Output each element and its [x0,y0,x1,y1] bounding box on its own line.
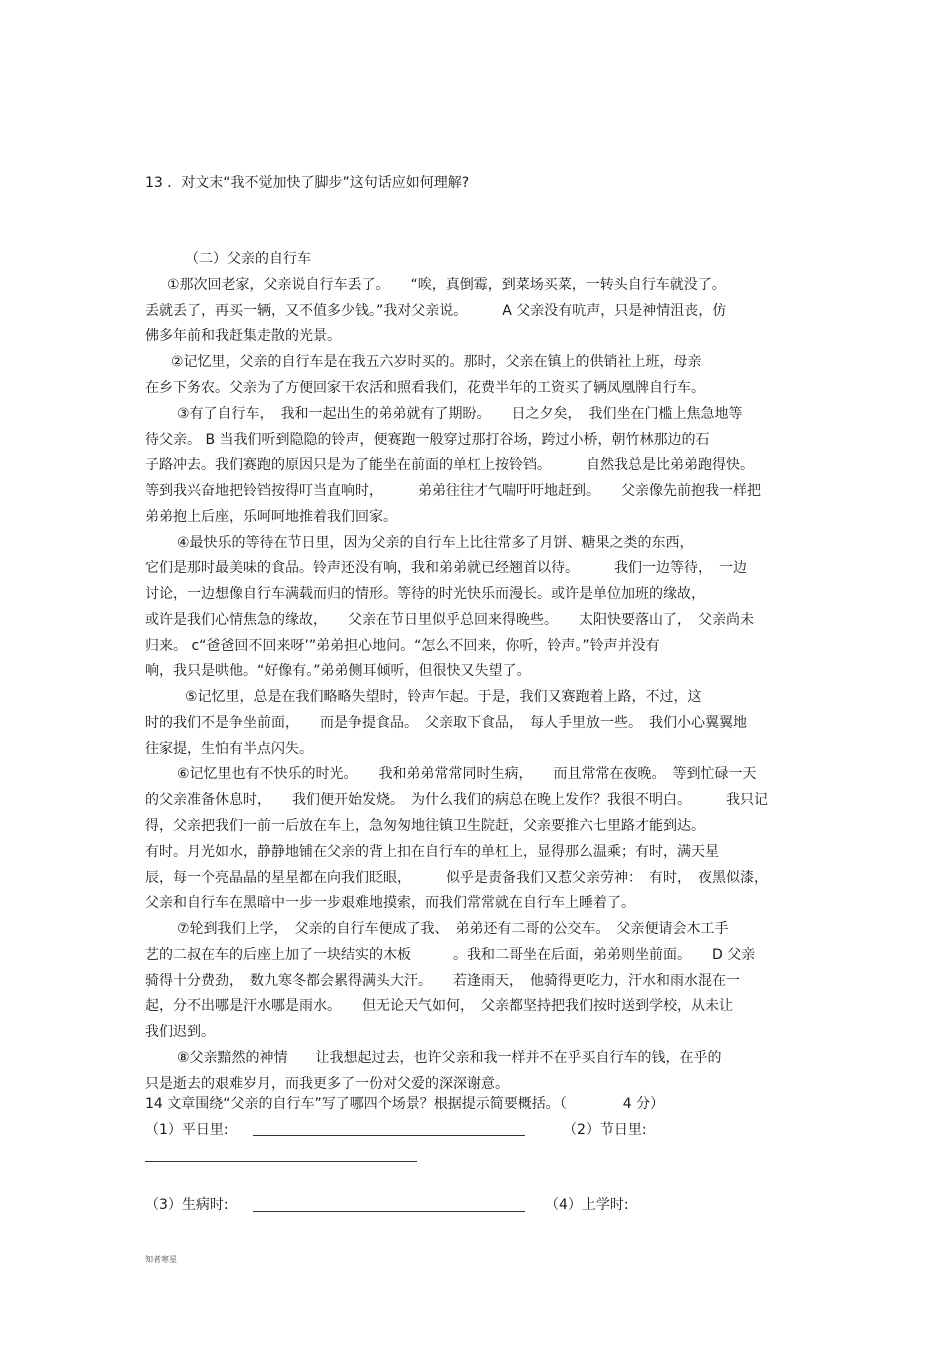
answer-blank-3[interactable] [253,1211,525,1212]
passage-line: 归来。 c“爸爸回不回来呀’”弟弟担心地问。“怎么不回来，你听，铃声。”铃声并没有 [145,638,660,654]
passage-title: （二）父亲的自行车 [185,251,311,267]
passage-line: ①那次回老家，父亲说自行车丢了。 “唉，真倒霉，到菜场买菜，一转头自行车就没了。 [167,277,726,293]
passage-line: 在乡下务农。父亲为了方便回家干农活和照看我们，花费半年的工资买了辆凤凰牌自行车。 [145,380,705,396]
passage-line: ⑦轮到我们上学， 父亲的自行车便成了我、 弟弟还有二哥的公交车。 父亲便请会木工手 [177,921,729,937]
passage-line: 辰，每一个亮晶晶的星星都在向我们眨眼， 似乎是责备我们又惹父亲劳神： 有时， 夜黑似漆， [145,870,768,886]
passage-line: 它们是那时最美味的食品。铃声还没有响，我和弟弟就已经翘首以待。 我们一边等待， 一边 [145,560,747,576]
answer-blank-1[interactable] [253,1135,525,1136]
passage-line: 或许是我们心情焦急的缘故， 父亲在节日里似乎总回来得晚些。 太阳快要落山了， 父亲尚未 [145,612,754,628]
passage-line: 响，我只是哄他。“好像有。”弟弟侧耳倾听，但很快又失望了。 [145,663,531,679]
question-14: 14 文章围绕“父亲的自行车”写了哪四个场景？根据提示简要概括。（ 4 分） [145,1096,665,1112]
answer-label-4: （4）上学时: [545,1197,629,1213]
answer-label-1: （1）平日里: [145,1122,229,1138]
passage-line: 等到我兴奋地把铃铛按得叮当直响时， 弟弟往往才气喘吁吁地赶到。 父亲像先前抱我一样把 [145,483,761,499]
passage-line: 弟弟抱上后座，乐呵呵地推着我们回家。 [145,509,397,525]
answer-label-3: （3）生病时: [145,1197,229,1213]
passage-line: ⑤记忆里，总是在我们略略失望时，铃声乍起。于是，我们又赛跑着上路，不过，这 [185,689,702,705]
passage-line: 的父亲准备休息时， 我们便开始发烧。 为什么我们的病总在晚上发作？我很不明白。 我只记 [145,792,768,808]
passage-line: 时的我们不是争坐前面， 而是争提食品。 父亲取下食品， 每人手里放一些。 我们小心翼翼地 [145,715,747,731]
passage-line: 我们迟到。 [145,1024,215,1040]
passage-line: ⑧父亲黯然的神情 让我想起过去，也许父亲和我一样并不在乎买自行车的钱，在乎的 [177,1050,722,1066]
passage-line: 有时。月光如水，静静地铺在父亲的背上扣在自行车的单杠上，显得那么温乘；有时，满天星 [145,844,719,860]
passage-line: 待父亲。 B 当我们听到隐隐的铃声，便赛跑一般穿过那打谷场，跨过小桥，朝竹林那边的石 [145,432,710,448]
passage-line: 丢就丢了，再买一辆，又不值多少钱。”我对父亲说。 A 父亲没有吭声，只是神情沮丧，仿 [145,303,727,319]
question-13: 13 ．对文末“我不觉加快了脚步”这句话应如何理解? [145,175,470,191]
passage-line: 往家提，生怕有半点闪失。 [145,741,313,757]
answer-label-2: （2）节日里: [563,1122,647,1138]
passage-line: ③有了自行车， 我和一起出生的弟弟就有了期盼。 日之夕矣， 我们坐在门槛上焦急地等 [177,406,743,422]
passage-line: ②记忆里，父亲的自行车是在我五六岁时买的。那时，父亲在镇上的供销社上班，母亲 [171,354,702,370]
passage-line: 起，分不出哪是汗水哪是雨水。 但无论天气如何， 父亲都坚持把我们按时送到学校，从未让 [145,998,733,1014]
page-footer: 知者寒星 [145,1255,177,1264]
passage-line: 父亲和自行车在黑暗中一步一步艰难地摸索，而我们常常就在自行车上睡着了。 [145,895,635,911]
passage-line: ④最快乐的等待在节日里，因为父亲的自行车上比往常多了月饼、糖果之类的东西， [177,535,694,551]
passage-line: 骑得十分费劲， 数九寒冬都会累得满头大汗。 若逢雨天， 他骑得更吃力，汗水和雨水混在一 [145,973,740,989]
answer-blank-2[interactable] [145,1161,417,1162]
passage-line: 讨论，一边想像自行车满载而归的情形。等待的时光快乐而漫长。或许是单位加班的缘故， [145,586,705,602]
passage-line: 只是逝去的艰难岁月，而我更多了一份对父爱的深深谢意。 [145,1076,509,1092]
passage-line: 佛多年前和我赶集走散的光景。 [145,328,341,344]
passage-line: ⑥记忆里也有不快乐的时光。 我和弟弟常常同时生病， 而且常常在夜晚。 等到忙碌一天 [177,766,757,782]
passage-line: 得，父亲把我们一前一后放在车上，急匆匆地往镇卫生院赶，父亲要推六七里路才能到达。 [145,818,705,834]
passage-line: 艺的二叔在车的后座上加了一块结实的木板 。我和二哥坐在后面，弟弟则坐前面。 D 父亲 [145,947,756,963]
passage-line: 子路冲去。我们赛跑的原因只是为了能坐在前面的单杠上按铃铛。 自然我总是比弟弟跑得快。 [145,457,754,473]
